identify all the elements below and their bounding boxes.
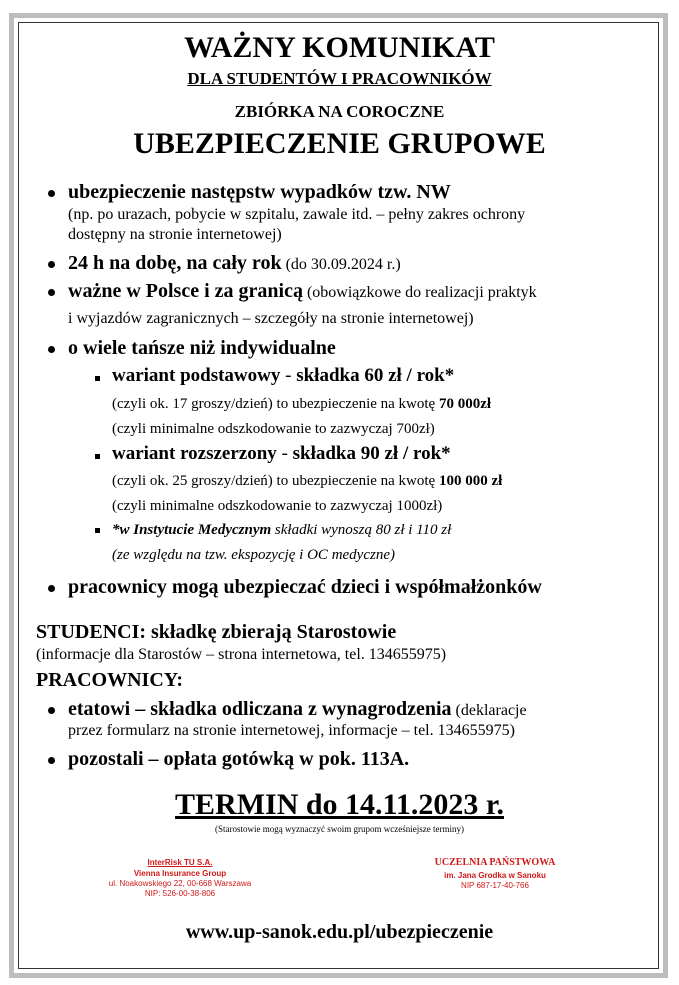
- basic-line1: [112, 394, 491, 414]
- notice-subtitle: DLA STUDENTÓW I PRACOWNIKÓW: [187, 69, 492, 88]
- insurer-address: ul. Noakowskiego 22, 00-668 Warszawa: [108, 879, 252, 888]
- bullet-dot: [48, 346, 55, 353]
- extended-variant: [112, 441, 451, 467]
- full-time-line2: przez formularz na stronie internetowej, informacje – tel. 134655975): [68, 722, 515, 739]
- h24-line: [68, 250, 401, 278]
- family-line: pracownicy mogą ubezpieczać dzieci i współmałżonków: [68, 576, 542, 598]
- abroad-line: [68, 278, 537, 306]
- medical-line1: [112, 520, 451, 540]
- deadline-note: (Starostowie mogą wyznaczyć swoim grupom wcześniejsze terminy): [215, 824, 464, 834]
- nw-line1: (np. po urazach, pobycie w szpitalu, zawale itd. – pełny zakres ochrony: [68, 206, 526, 223]
- bullet-dot: [48, 289, 55, 296]
- insurer-name: [70, 858, 290, 868]
- notice-title: WAŻNY KOMUNIKAT: [184, 31, 495, 64]
- bullet-dot: [48, 757, 55, 764]
- insurer-name-text: InterRisk TU S.A.: [147, 858, 213, 867]
- university-nip: NIP 687-17-40-766: [461, 881, 529, 890]
- square-bullet: [95, 454, 100, 459]
- others-line: pozostali – opłata gotówką w pok. 113A.: [68, 748, 410, 770]
- square-bullet: [95, 376, 100, 381]
- basic-variant-sep: -: [280, 365, 297, 386]
- extended-variant-sep: -: [276, 443, 293, 464]
- footer-url[interactable]: www.up-sanok.edu.pl/ubezpieczenie: [185, 921, 494, 943]
- medical-bold: *w Instytucie Medycznym: [112, 522, 272, 538]
- extended-line1: [112, 471, 502, 491]
- workers-heading: PRACOWNICY:: [36, 669, 184, 691]
- abroad-line2: i wyjazdów zagranicznych – szczegóły na stronie internetowej): [68, 310, 474, 327]
- headline: UBEZPIECZENIE GRUPOWE: [133, 127, 546, 160]
- extended-line1-text: (czyli ok. 25 groszy/dzień) to ubezpieczenie na kwotę: [112, 473, 439, 489]
- abroad-bold: ważne w Polsce i za granicą: [68, 280, 303, 302]
- deadline: TERMIN do 14.11.2023 r.: [175, 788, 504, 821]
- medical-note: składki wynoszą 80 zł i 110 zł: [271, 522, 452, 538]
- students-info: (informacje dla Starostów – strona internetowa, tel. 134655975): [36, 646, 447, 663]
- full-time-line: [68, 696, 527, 724]
- university-full: im. Jana Grodka w Sanoku: [444, 871, 546, 880]
- basic-variant-price: składka 60 zł / rok*: [296, 365, 455, 386]
- abroad-note: (obowiązkowe do realizacji praktyk: [306, 284, 537, 301]
- insurer-nip: NIP: 526-00-38-806: [144, 889, 216, 898]
- nw-line2: dostępny na stronie internetowej): [68, 226, 282, 243]
- basic-sum: 70 000zł: [438, 396, 492, 412]
- basic-line1-text: (czyli ok. 17 groszy/dzień) to ubezpieczenie na kwotę: [112, 396, 439, 412]
- bullet-dot: [48, 190, 55, 197]
- basic-variant-name: wariant podstawowy: [112, 365, 281, 386]
- h24-note: (do 30.09.2024 r.): [285, 256, 401, 273]
- full-time-bold: etatowi – składka odliczana z wynagrodzenia: [68, 698, 452, 720]
- basic-variant: [112, 363, 454, 389]
- basic-line2: (czyli minimalne odszkodowanie to zazwyczaj 700zł): [112, 421, 435, 437]
- collection-line: ZBIÓRKA NA COROCZNE: [234, 102, 445, 121]
- bullet-dot: [48, 261, 55, 268]
- square-bullet: [95, 528, 100, 533]
- students-heading: STUDENCI: składkę zbierają Starostowie: [36, 621, 397, 643]
- university-name: UCZELNIA PAŃSTWOWA: [434, 857, 556, 868]
- extended-variant-name: wariant rozszerzony: [112, 443, 277, 464]
- full-time-note: (deklaracje: [451, 702, 527, 719]
- medical-line2: (ze względu na tzw. ekspozycję i OC medyczne): [112, 547, 395, 563]
- extended-line2: (czyli minimalne odszkodowanie to zazwyczaj 1000zł): [112, 498, 443, 514]
- cheaper-heading: o wiele tańsze niż indywidualne: [68, 337, 336, 359]
- h24-bold: 24 h na dobę, na cały rok: [68, 252, 282, 274]
- bullet-dot: [48, 585, 55, 592]
- extended-variant-price: składka 90 zł / rok*: [292, 443, 451, 464]
- nw-heading: ubezpieczenie następstw wypadków tzw. NW: [68, 181, 451, 203]
- extended-sum: 100 000 zł: [438, 473, 503, 489]
- bullet-dot: [48, 707, 55, 714]
- insurer-group: Vienna Insurance Group: [133, 869, 227, 878]
